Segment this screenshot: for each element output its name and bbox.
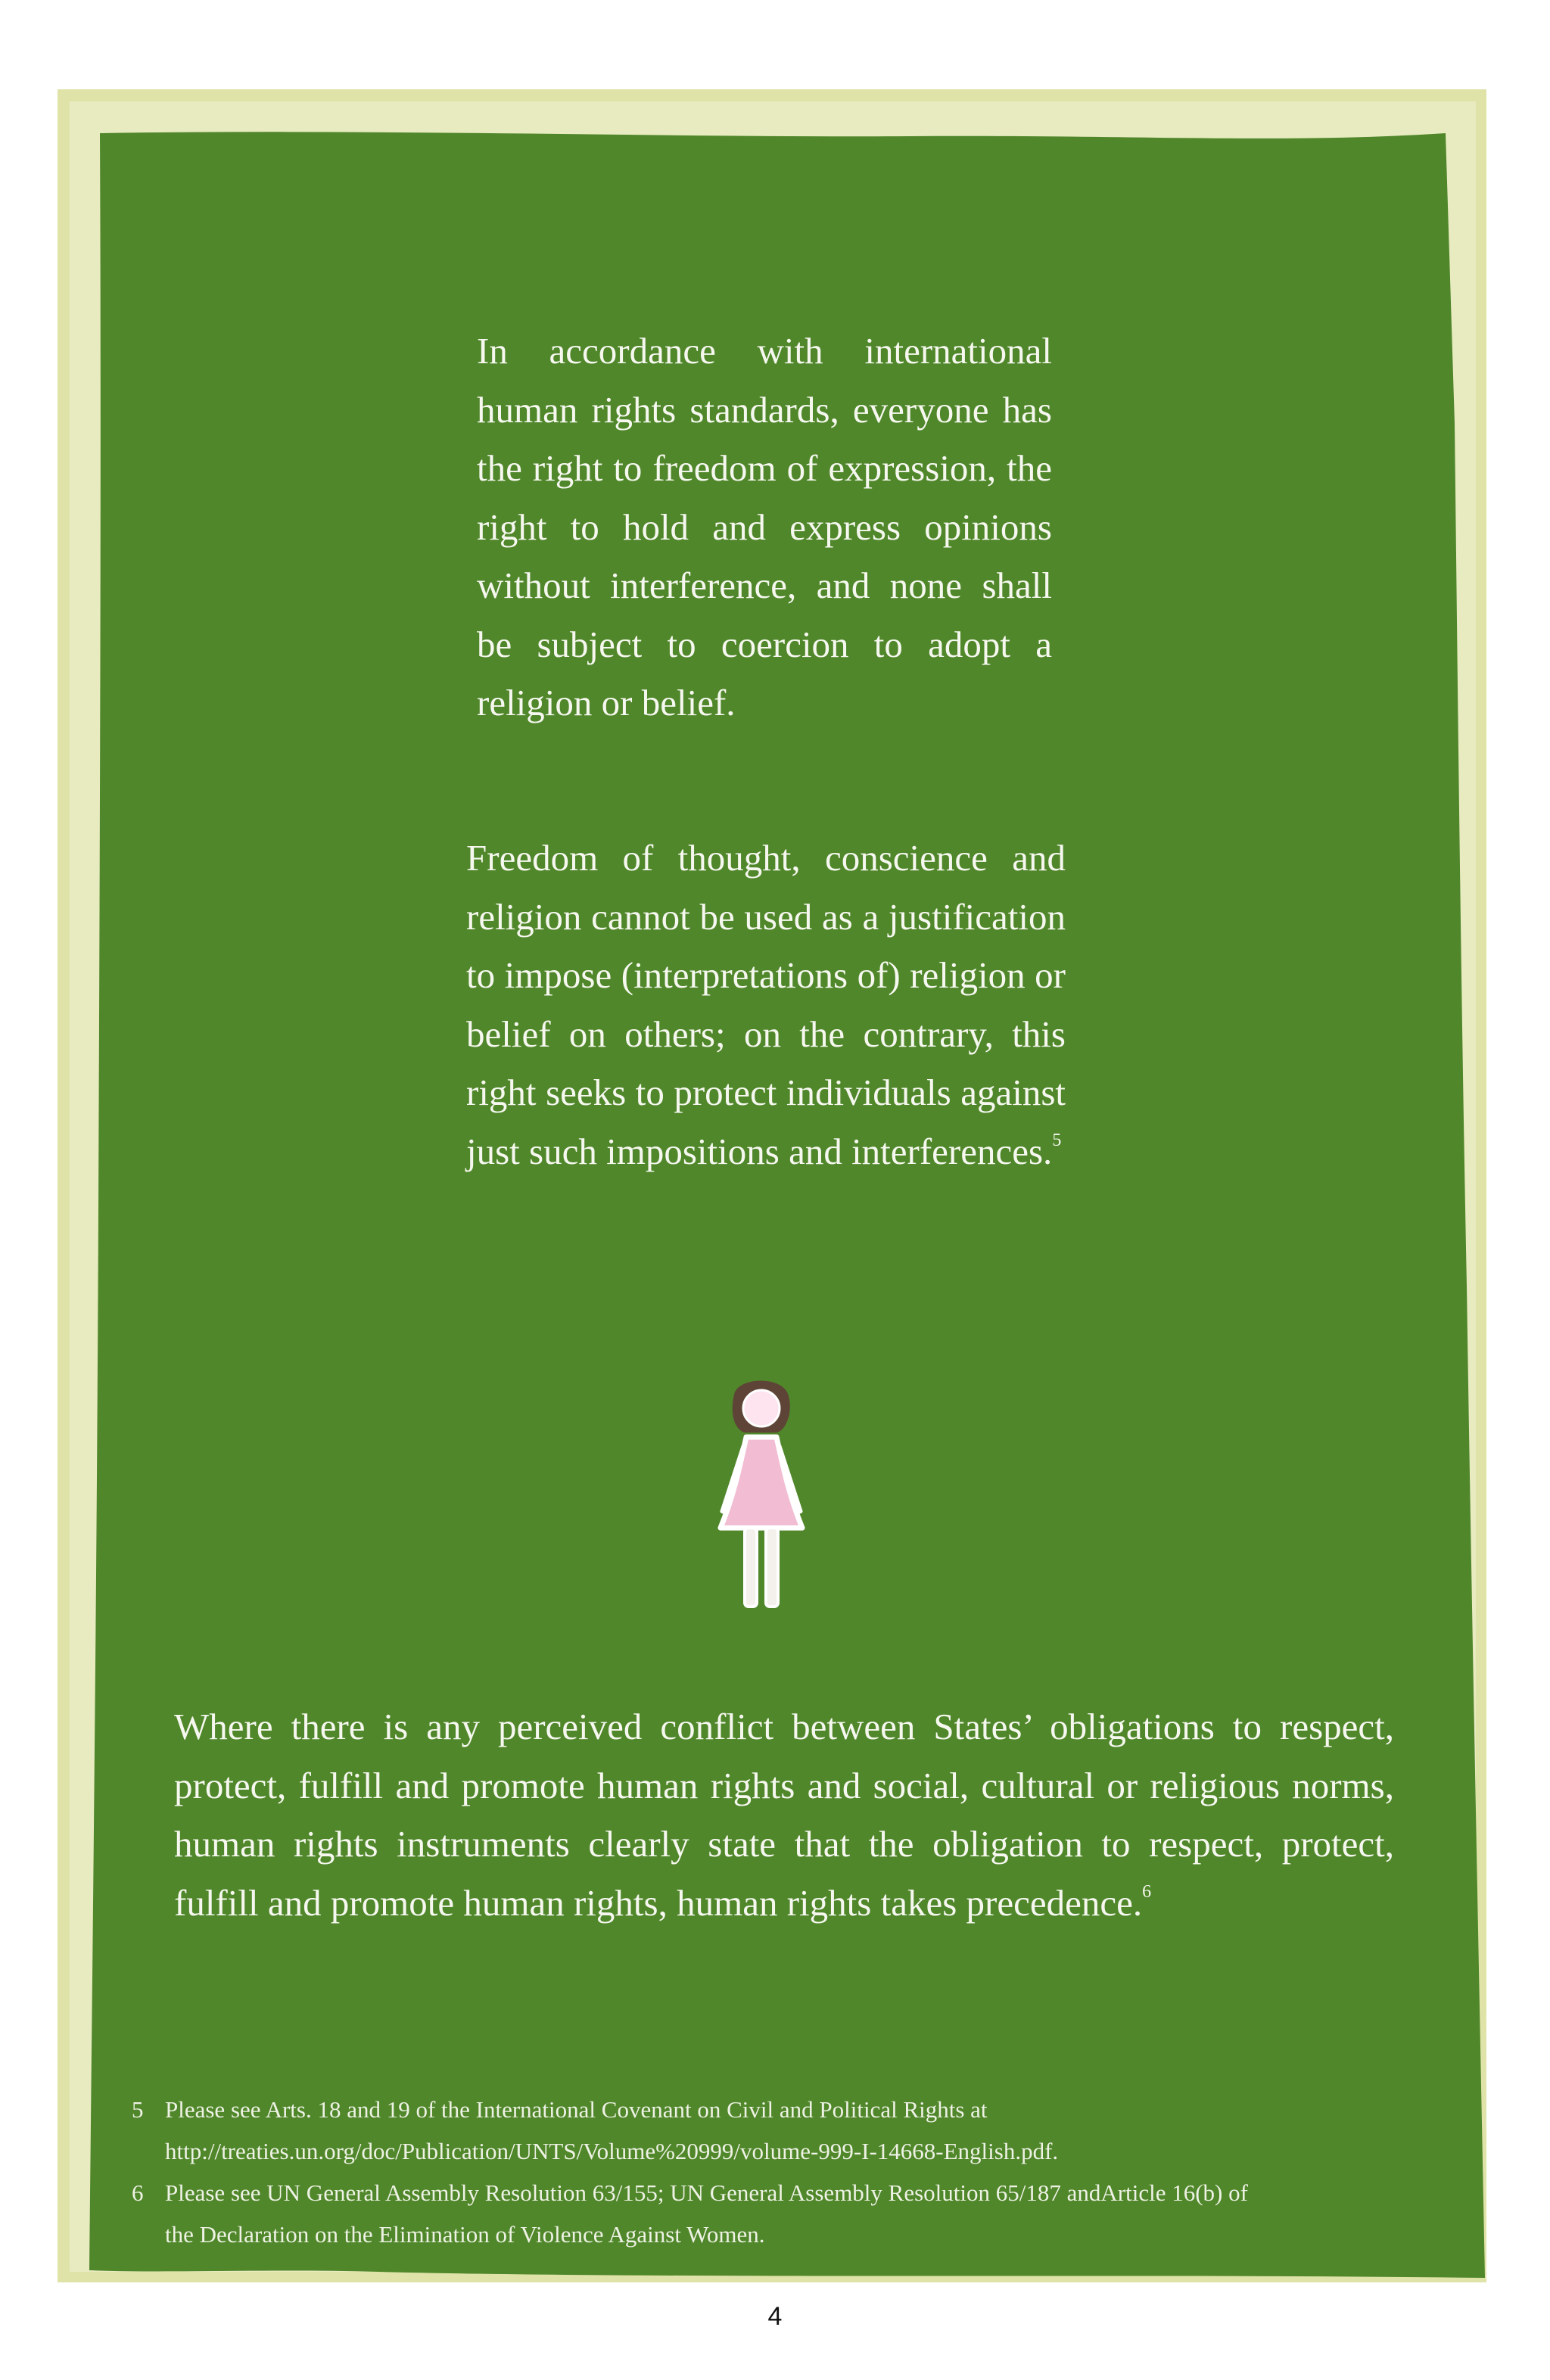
figure-leg-left [745, 1528, 757, 1607]
footnote-ref-5[interactable]: 5 [1052, 1131, 1062, 1151]
figure-face [743, 1390, 780, 1426]
woman-in-pink-dress-icon [704, 1374, 817, 1616]
intro-paragraph: In accordance with international human rights standards, everyone has the right to freedom of expression, the right to hold and express opinions without interference, and none shall be subject to coercion to adopt a religion or belief. [477, 330, 1052, 723]
freedom-paragraph-text: Freedom of thought, conscience and religion cannot be used as a justification to impose (interpretations of) religion or belief on others; on the contrary, this right seeks to protect individuals against just such impositions and interferences. [466, 837, 1066, 1172]
footnote-6 [129, 2172, 1491, 2255]
footnote-number: 5 [132, 2096, 144, 2123]
footnote-number: 6 [132, 2179, 144, 2206]
footnote-text-line: the Declaration on the Elimination of Violence Against Women. [165, 2221, 765, 2248]
footnote-ref-6[interactable]: 6 [1142, 1882, 1152, 1902]
freedom-paragraph [466, 829, 1066, 1181]
page-number: 4 [767, 2302, 783, 2331]
footnote-text-line: Please see Arts. 18 and 19 of the International Covenant on Civil and Political Rights at [165, 2096, 988, 2123]
footnote-link[interactable]: http://treaties.un.org/doc/Publication/UNTS/Volume%20999/volume-999-I-14668-English.pdf. [165, 2138, 1059, 2164]
conflict-paragraph [174, 1697, 1394, 1932]
footnotes [129, 2089, 1491, 2255]
conflict-paragraph-text: Where there is any perceived conflict between States’ obligations to respect, protect, fulfill and promote human rights and social, cultural or religious norms, human rights instruments clearly state that the obligation to respect, protect, fulfill and promote human rights, human rights takes precedence. [174, 1706, 1394, 1924]
footnote-text-line: Please see UN General Assembly Resolution 63/155; UN General Assembly Resolution 65/187 andArticle 16(b) of [165, 2179, 1248, 2206]
figure-leg-right [766, 1528, 778, 1607]
footnote-5 [129, 2089, 1491, 2172]
